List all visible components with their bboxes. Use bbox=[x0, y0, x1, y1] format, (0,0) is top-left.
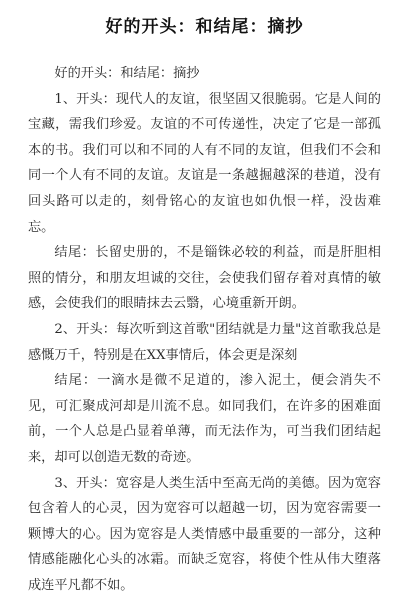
paragraph-ending-2: 结尾：一滴水是微不足道的，渗入泥土，便会消失不见，可汇聚成河却是川流不息。如同我们，在许多的困难面前，一个人总是凸显着单薄，而无法作为，可当我们团结起来，却可以创造无数的奇迹。 bbox=[28, 368, 381, 470]
paragraph-opening-1: 1、开头：现代人的友谊，很坚固又很脆弱。它是人间的宝藏，需我们珍爱。友谊的不可传递性，决定了它是一部孤本的书。我们可以和不同的人有不同的友谊，但我们不会和同一个人有不同的友谊。友谊是一条越掘越深的巷道，没有回头路可以走的，刻骨铭心的友谊也如仇恨一样，没齿难忘。 bbox=[28, 87, 381, 241]
paragraph-opening-2: 2、开头：每次听到这首歌"团结就是力量"这首歌我总是感慨万千，特别是在XX事情后，体会更是深刻 bbox=[28, 317, 381, 368]
paragraph-opening-3: 3、开头：宽容是人类生活中至高无尚的美德。因为宽容包含着人的心灵，因为宽容可以超越一切，因为宽容需要一颗博大的心。因为宽容是人类情感中最重要的一部分，这种情感能融化心头的冰霜。而缺乏宽容，将使个性从伟大堕落成连平凡都不如。 bbox=[28, 471, 381, 598]
paragraph-ending-1: 结尾：长留史册的，不是锱铢必较的利益，而是肝胆相照的情分，和朋友坦诚的交往，会使我们留存着对真情的敏感，会使我们的眼睛抹去云翳，心境重新开朗。 bbox=[28, 240, 381, 317]
intro-heading: 好的开头：和结尾：摘抄 bbox=[28, 61, 381, 87]
document-body bbox=[28, 61, 381, 598]
document-title: 好的开头：和结尾：摘抄 bbox=[28, 15, 381, 39]
